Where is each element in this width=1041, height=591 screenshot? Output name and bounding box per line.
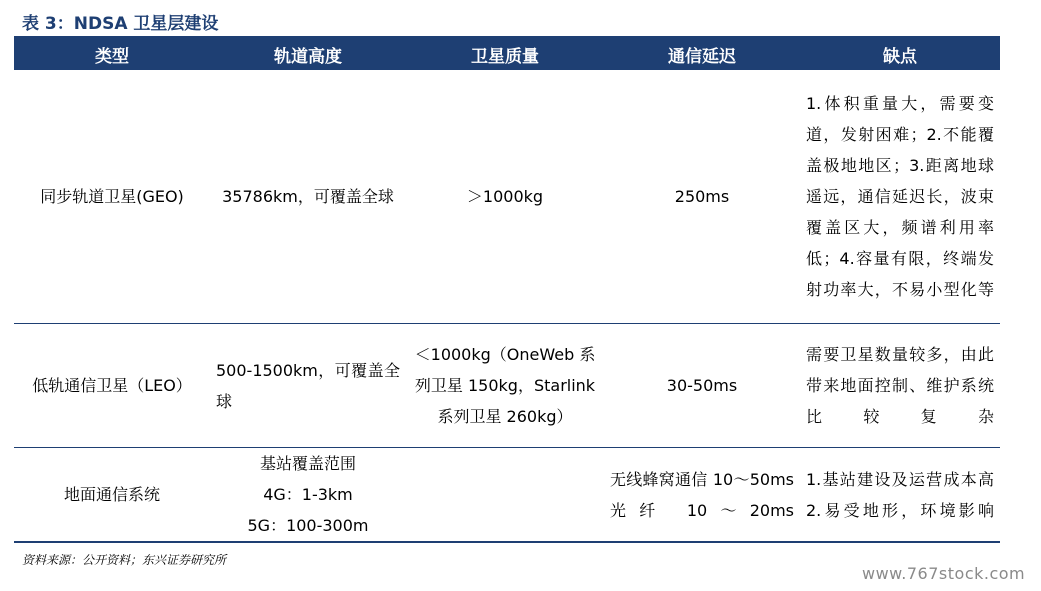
header-mass: 卫星质量 — [406, 37, 604, 70]
altitude-5g: 5G：100-300m — [247, 516, 369, 535]
cell-latency: 250ms — [604, 70, 800, 324]
cell-latency: 无线蜂窝通信 10～50ms 光纤 10～20ms — [604, 448, 800, 543]
header-type: 类型 — [14, 37, 210, 70]
table-row — [14, 448, 1000, 543]
cell-altitude: 500-1500km，可覆盖全球 — [210, 324, 406, 448]
cell-drawbacks: 1.体积重量大，需要变道，发射困难；2.不能覆盖极地地区；3.距离地球遥远，通信延迟长，波束覆盖区大，频谱利用率低；4.容量有限，终端发射功率大，不易小型化等 — [800, 70, 1000, 324]
cell-latency: 30-50ms — [604, 324, 800, 448]
cell-mass: ＜1000kg（OneWeb 系列卫星 150kg，Starlink 系列卫星 260kg） — [406, 324, 604, 448]
header-row — [14, 37, 1000, 70]
cell-altitude — [210, 448, 406, 543]
cell-mass: ＞1000kg — [406, 70, 604, 324]
cell-type: 地面通信系统 — [14, 448, 210, 543]
watermark: www.767stock.com — [862, 564, 1026, 583]
cell-type: 同步轨道卫星(GEO) — [14, 70, 210, 324]
header-altitude: 轨道高度 — [210, 37, 406, 70]
ndsa-satellite-table — [14, 36, 1000, 543]
altitude-4g: 4G：1-3km — [263, 485, 353, 504]
source-note: 资料来源：公开资料；东兴证券研究所 — [22, 553, 227, 567]
header-drawbacks: 缺点 — [800, 37, 1000, 70]
header-latency: 通信延迟 — [604, 37, 800, 70]
cell-altitude: 35786km，可覆盖全球 — [210, 70, 406, 324]
cell-drawbacks: 1.基站建设及运营成本高 2.易受地形，环境影响 — [800, 448, 1000, 543]
cell-drawbacks: 需要卫星数量较多，由此带来地面控制、维护系统比较复杂 — [800, 324, 1000, 448]
table-row — [14, 324, 1000, 448]
cell-mass — [406, 448, 604, 543]
table-title: 表 3：NDSA 卫星层建设 — [22, 14, 219, 34]
cell-type: 低轨通信卫星（LEO） — [14, 324, 210, 448]
altitude-coverage: 基站覆盖范围 — [259, 454, 356, 473]
table-row — [14, 70, 1000, 324]
